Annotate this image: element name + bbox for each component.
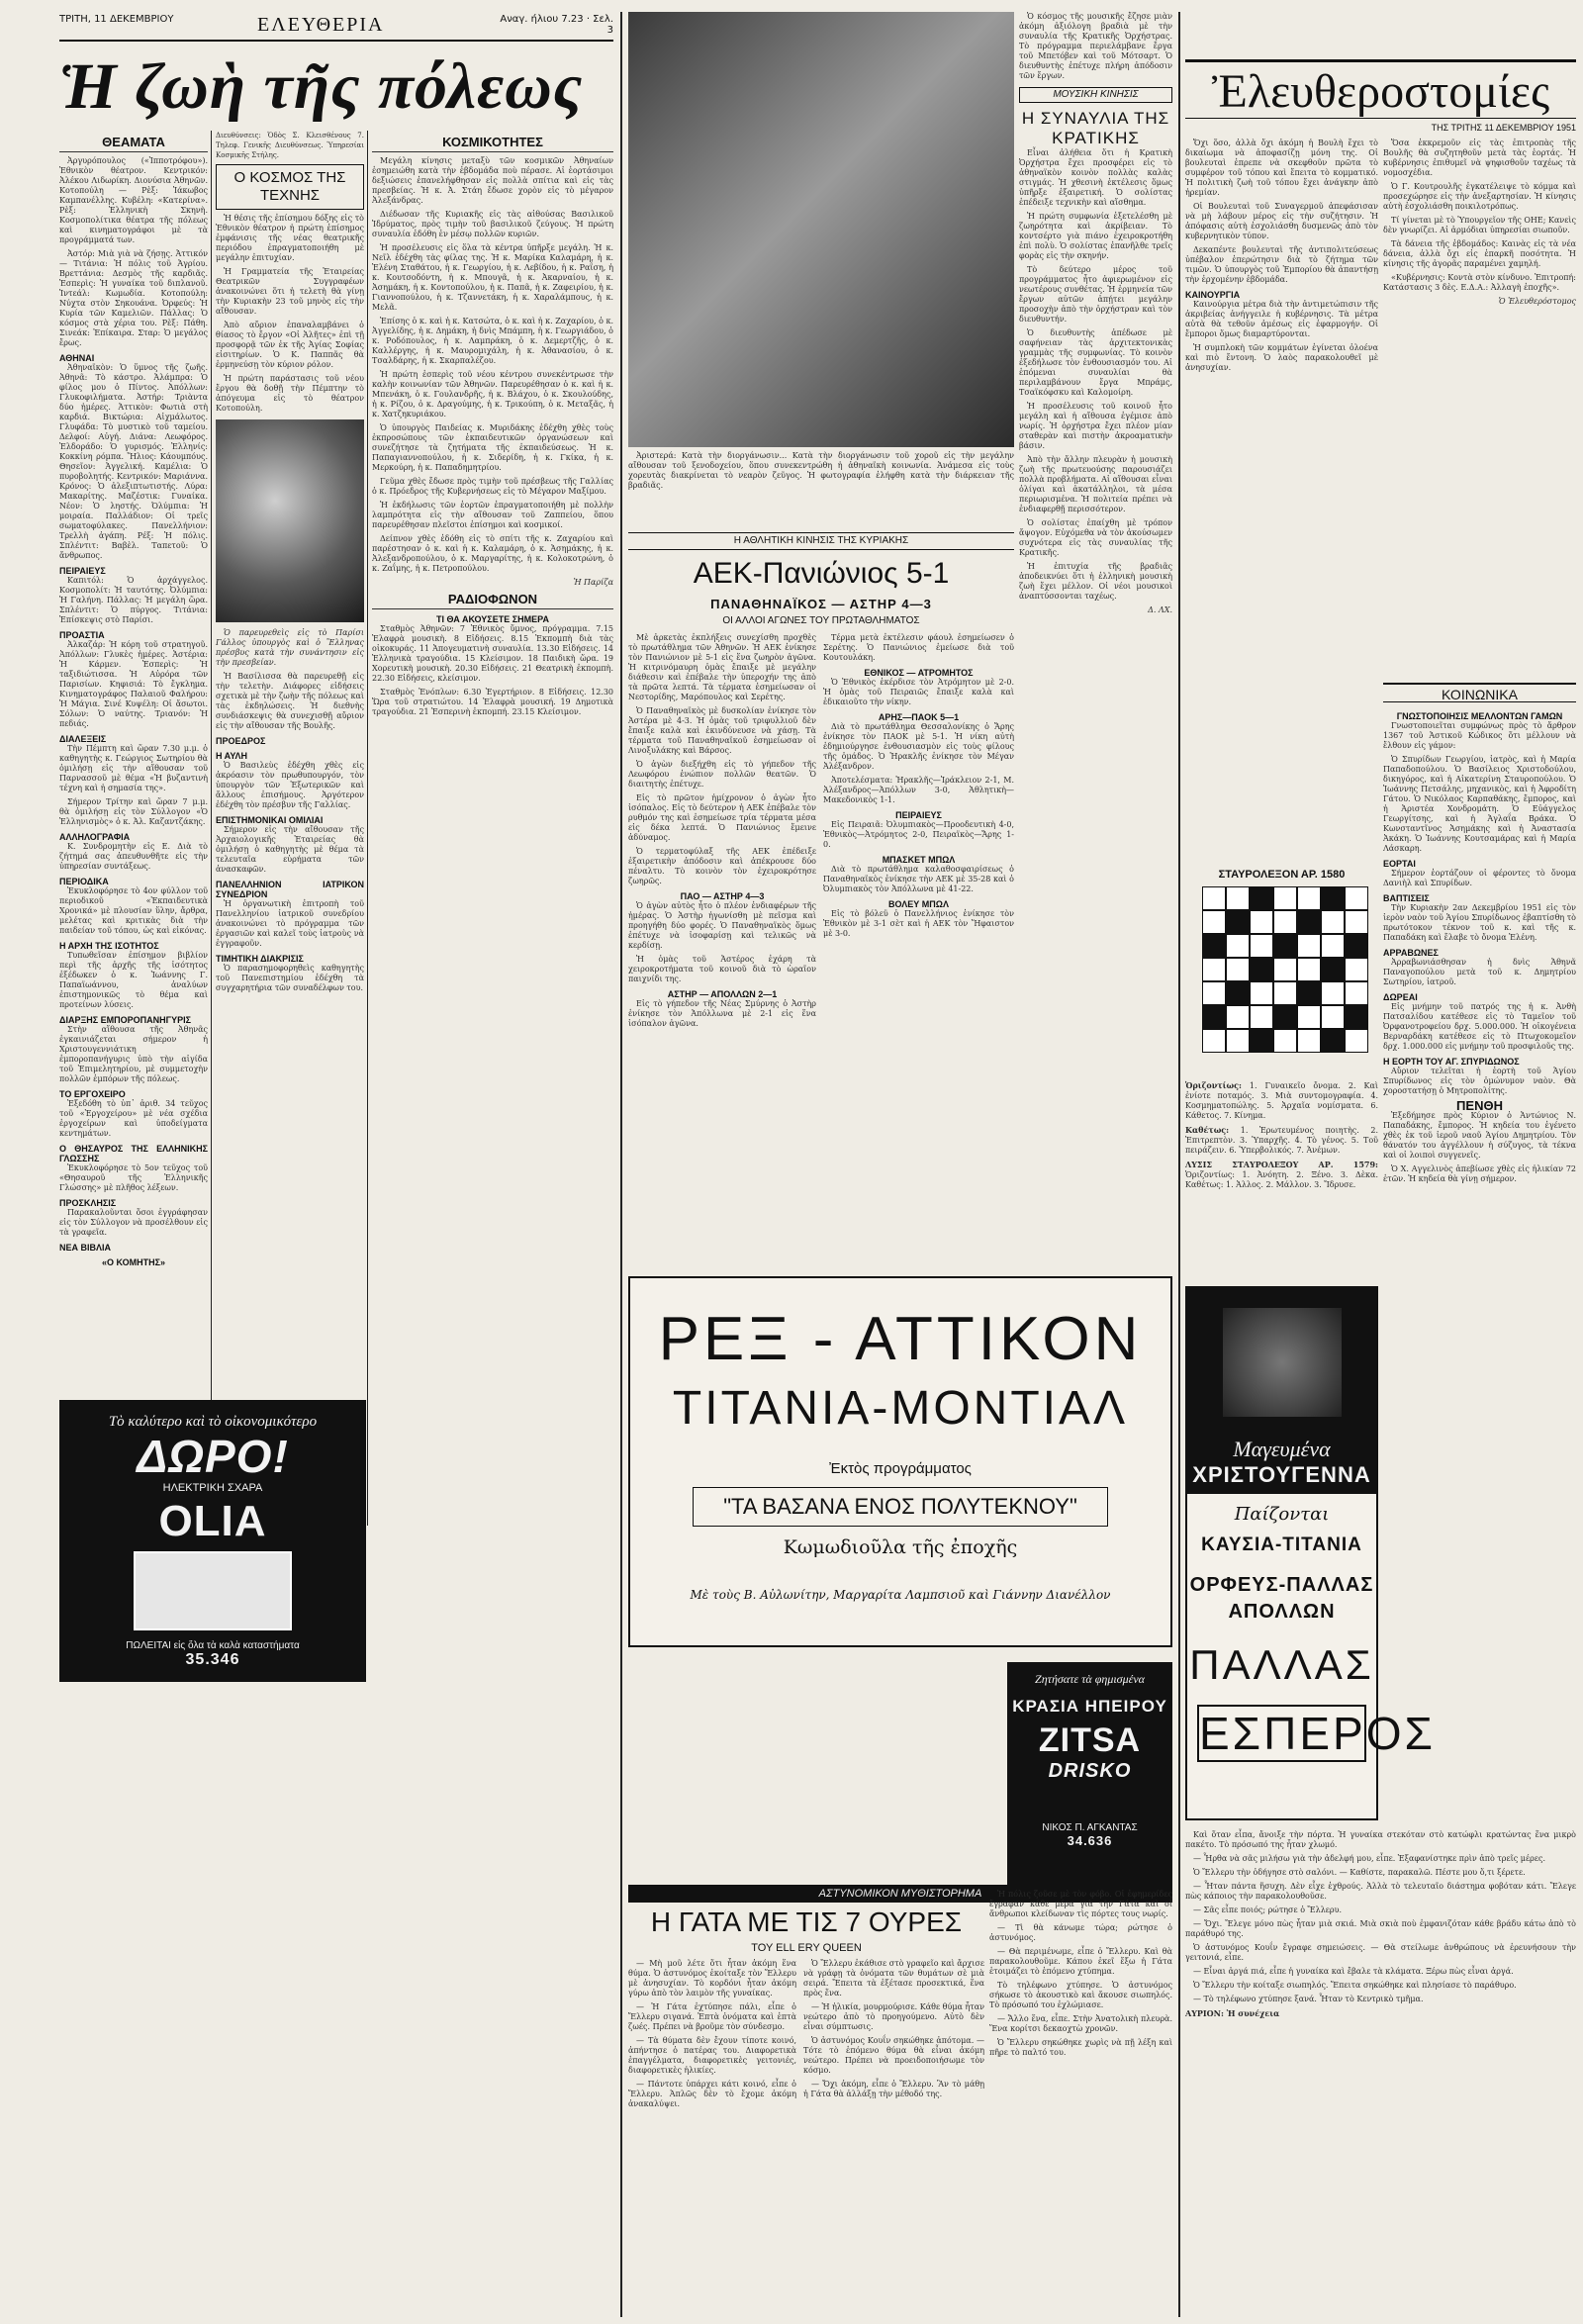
sports-title: ΑΕΚ-Πανιώνιος 5-1 <box>693 557 950 590</box>
crossword-block <box>1202 1005 1226 1029</box>
eortes-synoikias-heading: Η ΕΟΡΤΗ ΤΟΥ ΑΓ. ΣΠΥΡΙΔΩΝΟΣ <box>1383 1057 1520 1067</box>
proedros-heading: ΠΡΟΕΔΡΟΣ <box>216 736 266 746</box>
music-heading: ΜΟΥΣΙΚΗ ΚΙΝΗΣΙΣ <box>1019 87 1172 103</box>
rex-ad-title2: ΤΙΤΑΝΙΑ-ΜΟΝΤΙΑΛ <box>672 1382 1129 1435</box>
christmas-ad-cinema4: ΠΑΛΛΑΣ <box>1189 1641 1374 1688</box>
peiraieus-cinemas-heading: ΠΕΙΡΑΙΕΥΣ <box>59 566 106 576</box>
zitsa-wine-ad <box>1007 1662 1172 1885</box>
crossword-cell[interactable] <box>1321 910 1345 934</box>
peiraieus-heading: ΠΕΙΡΑΙΕΥΣ <box>895 810 942 820</box>
olia-ad-doro: ΔΩΡΟ! <box>137 1431 289 1482</box>
crossword-block <box>1297 910 1321 934</box>
crossword-cell[interactable] <box>1250 1005 1273 1029</box>
christmas-ad-cinema5: ΕΣΠΕΡΟΣ <box>1197 1705 1366 1762</box>
crossword-block <box>1273 1005 1297 1029</box>
kainourgia-heading: ΚΑΙΝΟΥΡΓΙΑ <box>1185 290 1241 300</box>
crossword-cell[interactable] <box>1321 1005 1345 1029</box>
crossword-cell[interactable] <box>1202 1029 1226 1053</box>
sports-subtitle: ΠΑΝΑΘΗΝΑΪΚΟΣ — ΑΣΤΗΡ 4—3 <box>710 597 932 611</box>
eleftherostomies-title: Ἐλευθεροστομίες <box>1185 59 1576 119</box>
olia-ad-foot: ΠΩΛΕΙΤΑΙ εἰς ὅλα τὰ καλὰ καταστήματα <box>126 1640 300 1651</box>
sports-column-1: Μὲ ἀρκετὰς ἐκπλήξεις συνεχίσθη προχθὲς τὸ πρωτάθλημα τῶν Ἀθηνῶν. Ἡ ΑΕΚ ἐνίκησε τὸν Πανιώνιον μὲ 5-1 εἰς ἕνα ζωηρὸν ἀγῶνα. Ἡ κιτρινόμαυρη ὁμὰς ἔπαιξε μὲ μεγάλην διάθεσιν καὶ ἐπέβαλε τὴν ὑπεροχήν της ἀπὸ τὰ πρῶτα λεπτά. Τὰ τέρματα ἐσημείωσαν οἱ Νεστορίδης, Μαρόπουλος καὶ Σερέτης. Ὁ Παναθηναϊκὸς μὲ δυσκολίαν ἐνίκησε τὸν Ἀστέρα μὲ 4-3. Ἡ ὁμὰς τοῦ τριφυλλιοῦ δὲν ἔπαιξε καλὰ καὶ ἐκινδύνευσε νὰ χάσῃ. Τὰ τέρματα τοῦ Παναθηναϊκοῦ ἐσημείωσαν οἱ Λινοξυλάκης καὶ Βάρσος. Ὁ ἀγὼν διεξήχθη εἰς τὸ γήπεδον τῆς Λεωφόρου ἐνώπιον πολλῶν θεατῶν. Ὁ διαιτητὴς ἐπέτυχε. Εἰς τὸ πρῶτον ἡμίχρονον ὁ ἀγὼν ἦτο ἰσόπαλος. Εἰς τὸ δεύτερον ἡ ΑΕΚ ἐπέβαλε τὸν ρυθμόν της καὶ ἐσημείωσε τρία τέρματα μέσα εἰς δέκα λεπτά. Ὁ Πανιώνιος ἔμεινε ἀδύναμος. Ὁ τερματοφύλαξ τῆς ΑΕΚ ἐπέδειξε ἐξαιρετικὴν ἀπόδοσιν καὶ ἀπέκρουσε δύο πέναλτυ. Τὸ κοινὸν τὸν ἐχειροκρότησε ζωηρῶς. ΠΑΟ — ΑΣΤΗΡ 4—3 Ὁ ἀγὼν αὐτὸς ἦτο ὁ πλέον ἐνδιαφέρων τῆς ἡμέρας. Ὁ Ἀστὴρ ἠγωνίσθη μὲ πεῖσμα καὶ προηγήθη δύο φορές. Ὁ Παναθηναϊκὸς ὅμως ἐπέτυχε νὰ ἰσοφαρίσῃ καὶ τελικῶς νὰ κερδίσῃ. Ἡ ὁμὰς τοῦ Ἀστέρος ἐχάρη τὰ χειροκροτήματα τοῦ κοινοῦ διὰ τὸ ὡραῖον παιχνίδι της. ΑΣΤΗΡ — ΑΠΟΛΛΩΝ 2—1 Εἰς τὸ γήπεδον τῆς Νέας Σμύρνης ὁ Ἀστὴρ ἐνίκησε τὸν Ἀπόλλωνα μὲ 2-1 εἰς ἕνα ἰσόπαλον ἀγῶνα. <box>628 633 816 1028</box>
crossword-block <box>1202 934 1226 958</box>
crossword-cell[interactable] <box>1273 958 1297 981</box>
crossword-block <box>1321 886 1345 910</box>
left-column-1: ΘΕΑΜΑΤΑ Ἀργυρόπουλος («Ἰπποτρόφου»). Ἐθνικὸν θέατρον. Κεντρικόν: Ἀλέκου Λιδωρίκη. Διονύσια Ἀθηνῶν. Κοτοπούλη — Ρὲξ: Ἰάκωβος Καμπανέλλης. Κυβέλη: «Κατερίνα». Ρὲξ: Ἑλληνικὴ Σκηνὴ. Κοσμοπολίτικα θέατρα τῆς πόλεως καὶ κινηματογράφοι μὲ τὰ προγράμματά των. Ἀστόρ: Μιὰ γιὰ νὰ ζήσῃς. Ἀττικόν — Τιτάνια: Ἡ πόλις τοῦ Ἀγρίου. Βρεττάνια: Δεσμὸς τῆς καρδιᾶς. Ἐσπερὶς: Ἡ γυναίκα τοῦ διπλανοῦ. Ἰντεάλ: Κωμωδία. Κοτοπούλη: Νύχτα στὸν Σηκουάνα. Ὀρφεύς: Ἡ Κυρία τῶν Καμελιῶν. Πάλλας: Ὁ κόσμος στὰ χέρια του. Ρὲξ: Πάθη. Σινεάκ: Ἐπίκαιρα. Σταρ: Ὁ μεγάλος ἔρως. ΑΘΗΝΑΙ Ἀθηναϊκὸν: Ὁ ὕμνος τῆς ζωῆς. Ἀθηνᾶ: Τὸ κάστρο. Ἀλάμπρα: Ὁ φίλος μου ὁ Πίντος. Ἀπόλλων: Γλυκοφιλήματα. Ἀστήρ: Τριὰντα δύο ἡμέρες. Ἀττικὸν: Φωτιὰ στὴ καρδιά. Βικτώρια: Αἰχμάλωτος. Γλυφάδα: Τὸ μυστικὸ τοῦ ταμείου. Δελφοί: Αὐγή. Διάνα: Λεωφόρος. Ἐλδοράδο: Ὁ γυρισμός. Ἑλληνίς: Κοκκίνη ρόμπα. Ἥλιος: Κάουμπόυς. Θησεῖον: Ἀγγελική. Καμέλια: Ὁ πυροβολητής. Κεντρικόν: Μαριάννα. Κρόνος: Ὁ ἀλεξιπτωτιστής. Λύρα: Μακαρίτης. Μαζέστικ: Γυναίκα. Νέον: Ὁ ληστής. Ὀλύμπια: Ἡ μοιραία. Παλλάδιον: Οἱ τρεῖς σωματοφύλακες. Πανελλήνιον: Τρελλὴ ἀγάπη. Ρέξ: Ἡ πόλις. Σπλέντιτ: Βαβὲλ. Ταπετοῦ: Ὁ ἄνθρωπος. ΠΕΙΡΑΙΕΥΣ Καπιτόλ: Ὁ ἀρχάγγελος. Κοσμοπολίτ: Ἡ ταυτότης. Ὀλύμπια: Ἡ Γαλήνη. Πάλλας: Ἡ μεγάλη ὥρα. Σπλέντιτ: Ὁ πύργος. Τιτάνια: Ἐπίσκεψις στὸ Παρίσι. ΠΡΟΑΣΤΙΑ Ἀλκαζάρ: Ἡ κόρη τοῦ στρατηγοῦ. Ἀπόλλων: Γλυκὲς ἡμέρες. Ἀστέρια: Ἡ Κάρμεν. Ἑσπερὶς: Ἡ ταξιδιώτισσα. Ἡ Αὐρόρα τῶν Παρισίων. Κηφισιά: Τὸ ἔγκλημα. Κινηματογράφος Παλαιοῦ Φαλήρου: Ἡ Μάγια. Σινέ Κυψέλη: Οἱ ἄσωτοι. Σόλων: Ὁ ναύτης. Τριανόν: Ἡ πεδιάς. ΔΙΑΛΕΞΕΙΣ Τὴν Πέμπτη καὶ ὥραν 7.30 μ.μ. ὁ καθηγητὴς κ. Γεώργιος Σωτηρίου θὰ ὁμιλήσῃ εἰς τὴν αἴθουσαν τοῦ Παρνασσοῦ μὲ θέμα «Ἡ βυζαντινὴ τέχνη καὶ ἡ σημασία της». Σήμερον Τρίτην καὶ ὥραν 7 μ.μ. θὰ ὁμιλήσῃ εἰς τὸν Σύλλογον «Ὁ Ἑλληνισμὸς» ὁ κ. Ἀλ. Καζαντζάκης. ΑΛΛΗΛΟΓΡΑΦΙΑ Κ. Συνδρομητὴν εἰς Ε. Διὰ τὸ ζήτημά σας ἀπευθυνθῆτε εἰς τὴν ὑπηρεσίαν συντάξεως. ΠΕΡΙΟΔΙΚΑ Ἐκυκλοφόρησε τὸ 4ον φύλλον τοῦ περιοδικοῦ «Ἐκπαιδευτικὰ Χρονικά» μὲ πλουσίαν ὕλην, ἄρθρα, μελέτας καὶ κριτικὰς διὰ τὴν παιδείαν τοῦ τόπου, ὡς καὶ εἰκόνας. Η ΑΡΧΗ ΤΗΣ ΙΣΟΤΗΤΟΣ Τυπωθεῖσαν ἐπίσημον βιβλίον περὶ τῆς ἀρχῆς τῆς ἰσότητος ἐξέδωκεν ὁ κ. Ἰωάννης Γ. Παπαϊωάννου, ἀναλύων ἐπιστημονικῶς τὸ θέμα καὶ προτείνων λύσεις. ΔΙΑΡΞΗΣ ΕΜΠΟΡΟΠΑΝΗΓΥΡΙΣ Στὴν αἴθουσα τῆς Ἀθηνᾶς ἐγκαινιάζεται σήμερον ἡ Χριστουγεννιάτικη ἐμποροπανήγυρις ὑπὸ τὴν αἰγίδα τοῦ Ἐπιμελητηρίου, μὲ συμμετοχὴν πολλῶν ἐμπόρων τῆς πόλεως. ΤΟ ΕΡΓΟΧΕΙΡΟ Ἐξεδόθη τὸ ὑπ᾽ ἀριθ. 34 τεῦχος τοῦ «Ἐργοχείρου» μὲ νέα σχέδια ἐργοχείρων καὶ ὑποδείγματα κεντημάτων. Ο ΘΗΣΑΥΡΟΣ ΤΗΣ ΕΛΛΗΝΙΚΗΣ ΓΛΩΣΣΗΣ Ἐκυκλοφόρησε τὸ 5ον τεῦχος τοῦ «Θησαυροῦ τῆς Ἑλληνικῆς Γλώσσης» μὲ πλῆθος λέξεων. ΠΡΟΣΚΛΗΣΙΣ Παρακαλοῦνται ὅσοι ἐγγράφησαν εἰς τὸν Σύλλογον νὰ προσέλθουν εἰς τὰ γραφεῖα. ΝΕΑ ΒΙΒΛΙΑ «Ο ΚΟΜΗΤΗΣ» <box>59 135 208 1267</box>
crossword-cell[interactable] <box>1297 934 1321 958</box>
christmas-film-ad-top <box>1185 1286 1378 1494</box>
crossword-cell[interactable] <box>1226 1029 1250 1053</box>
christmas-film-ad-bottom <box>1185 1494 1436 1820</box>
nea-vivlia-heading: ΝΕΑ ΒΙΒΛΙΑ <box>59 1243 112 1253</box>
crossword-cell[interactable] <box>1297 886 1321 910</box>
crossword-cell[interactable] <box>1297 1029 1321 1053</box>
kosmikotites-heading: ΚΟΣΜΙΚΟΤΗΤΕΣ <box>372 135 613 152</box>
arravones-heading: ΑΡΡΑΒΩΝΕΣ <box>1383 948 1439 958</box>
novel-continuation: Καὶ ὅταν εἶπα, ἄνοιξε τὴν πόρτα. Ἡ γυναίκα στεκόταν στὸ κατώφλι κρατώντας ἕνα μικρὸ πακέτο. Τὸ πρόσωπό της ἦταν χλωμό. — Ἦρθα νὰ σᾶς μιλήσω γιὰ τὴν ἀδελφή μου, εἶπε. Ἐξαφανίστηκε πρὶν ἀπὸ τρεῖς μέρες. Ὁ Ἔλλερυ τὴν ὁδήγησε στὸ σαλόνι. — Καθίστε, παρακαλῶ. Πέστε μου ὅ,τι ξέρετε. — Ἦταν πάντα ἥσυχη. Δὲν εἶχε ἐχθρούς. Ἀλλὰ τὸ τελευταῖο διάστημα φοβόταν κάτι. Ἔλεγε πὼς κάποιος τὴν παρακολουθοῦσε. — Σᾶς εἶπε ποιός; ρώτησε ὁ Ἔλλερυ. — Ὄχι. Ἔλεγε μόνο πὼς ἦταν μιὰ σκιά. Μιὰ σκιὰ ποὺ ἐμφανιζόταν κάθε βράδυ κάτω ἀπὸ τὸ παράθυρό της. Ὁ ἀστυνόμος Κουΐν ἔγραφε σημειώσεις. — Θὰ στείλωμε ἀνθρώπους νὰ ἐρευνήσουν τὴν γειτονιά, εἶπε. — Εἶναι ἀργά πιά, εἶπε ἡ γυναίκα καὶ ἔβαλε τὰ κλάματα. Ξέρω πὼς εἶναι ἀργά. Ὁ Ἔλλερυ τὴν κοίταξε σιωπηλός. Ἔπειτα σηκώθηκε καὶ πλησίασε τὸ παράθυρο. — Τὸ τηλέφωνο χτύπησε ξανά. Ἦταν τὸ Κεντρικὸ τμῆμα. ΑΥΡΙΟΝ: Ἡ συνέχεια <box>1185 1830 1576 2018</box>
radiofonon-heading: ΡΑΔΙΟΦΩΝΟΝ <box>372 592 613 609</box>
prosklisis-heading: ΠΡΟΣΚΛΗΣΙΣ <box>59 1198 117 1208</box>
crossword-block <box>1321 1029 1345 1053</box>
volley-heading: ΒΟΛΕΥ ΜΠΩΛ <box>888 899 949 909</box>
olia-ad-brand: OLIA <box>158 1497 267 1545</box>
eleftherostomies-date: ΤΗΣ ΤΡΙΤΗΣ 11 ΔΕΚΕΜΒΡΙΟΥ 1951 <box>1431 123 1576 133</box>
rex-ad-extra: Ἐκτὸς προγράμματος <box>829 1460 972 1477</box>
music-title: Η ΣΥΝΑΥΛΙΑ ΤΗΣ ΚΡΑΤΙΚΗΣ <box>1021 109 1170 147</box>
crossword-cell[interactable] <box>1202 981 1226 1005</box>
christmas-ad-top: Μαγευμένα <box>1233 1437 1331 1461</box>
couple-photo <box>628 12 1014 447</box>
crossword-cell[interactable] <box>1250 910 1273 934</box>
olia-ad-product: ΗΛΕΚΤΡΙΚΗ ΣΧΑΡΑ <box>162 1482 263 1494</box>
astir-apollon-heading: ΑΣΤΗΡ — ΑΠΟΛΛΩΝ 2—1 <box>667 989 778 999</box>
right-column-2: Ὅσα ἐκκρεμοῦν εἰς τὰς ἐπιτροπὰς τῆς Βουλῆς θὰ συζητηθοῦν μετὰ τὰς ἑορτάς. Ἡ κυβέρνησις ἐπιθυμεῖ νὰ ψηφισθοῦν ταχέως τὰ νομοσχέδια. Ὁ Γ. Κουτρουλῆς ἐγκατέλειψε τὸ κόμμα καὶ προσεχώρησε εἰς τὴν ἀνεξαρτησίαν. Ἡ κίνησις αὐτὴ ἐσχολιάσθη ποικιλοτρόπως. Τί γίνεται μὲ τὸ Ὑπουργεῖον τῆς ΟΗΕ; Κανεὶς δὲν γνωρίζει. Αἱ ἀρμόδιαι ὑπηρεσίαι σιωποῦν. Τὰ δάνεια τῆς ἑβδομάδος: Καινὰς εἰς τὰ νέα δάνεια, ἀλλὰ ὄχι εἰς ἐπαρκῆ ποσότητα. Ἡ κίνησις τῆς ἀγορᾶς παραμένει χαμηλή. «Κυβέρνησις: Κοντὰ στὸν κίνδυνο. Ἐπιτροπή: Κατάστασις 3 δὲς. Ε.Δ.Α.: Ἀλλαγὴ ἐποχῆς». Ὁ Ἐλευθερόστομος <box>1383 139 1576 306</box>
arxi-isotitos-heading: Η ΑΡΧΗ ΤΗΣ ΙΣΟΤΗΤΟΣ <box>59 941 159 951</box>
music-column: Ὁ κόσμος τῆς μουσικῆς ἔζησε μιὰν ἀκόμη ἀξιόλογη βραδιὰ μὲ τὴν συναυλία τῆς Κρατικῆς Ὀρχήστρας. Τὸ πρόγραμμα περιελάμβανε ἔργα τοῦ Μπετόβεν καὶ τοῦ Μότσαρτ. Ὁ διευθυντὴς ἐπέτυχε πλήρη ἀπόδοσιν τῶν ἔργων. ΜΟΥΣΙΚΗ ΚΙΝΗΣΙΣ Η ΣΥΝΑΥΛΙΑ ΤΗΣ ΚΡΑΤΙΚΗΣ Εἶναι ἀλήθεια ὅτι ἡ Κρατικὴ Ὀρχήστρα ἔχει προσφέρει εἰς τὸ ἀθηναϊκὸν κοινὸν πολλὰς καλὰς στιγμάς. Ἡ χθεσινὴ ἐκτέλεσις ὅμως ὑπῆρξε ἐξαιρετική. Ὁ σολίστας ἐπέδειξε τεχνικὴν καὶ αἴσθημα. Ἡ πρώτη συμφωνία ἐξετελέσθη μὲ ζωηρότητα καὶ ἀκρίβειαν. Τὸ κοντσέρτο γιὰ πιάνο ἐχειροκροτήθη ἐπὶ πολὺ. Ὁ σολίστας ἐπανῆλθε τρεῖς φορὰς εἰς τὴν σκηνήν. Τὸ δεύτερο μέρος τοῦ προγράμματος ἦτο ἀφιερωμένον εἰς νεωτέρους συνθέτας. Ἡ ἑρμηνεία τῶν ἔργων αὐτῶν ἀπῄτει μεγάλην προσοχὴν ἀπὸ τὴν ὀρχήστραν καὶ τὸν διευθυντήν. Ὁ διευθυντὴς ἀπέδωσε μὲ σαφήνειαν τὰς ἀρχιτεκτονικὰς γραμμὰς τῆς συμφωνίας. Τὸ κοινὸν ἐξεδήλωσε τὸν ἐνθουσιασμόν του. Αἱ ἑπόμεναι συναυλίαι θὰ περιλαμβάνουν ἔργα Μπράμς, Τσαϊκόφσκυ καὶ Καλομοίρη. Ἡ προσέλευσις τοῦ κοινοῦ ἦτο μεγάλη καὶ ἡ αἴθουσα ἐγέμισε ἀπὸ νωρίς. Ἡ ὀρχήστρα ἔχει πλέον μίαν σταθερὰν καὶ πιστὴν ἀκροαματικὴν βάσιν. Ἀπὸ τὴν ἄλλην πλευρὰν ἡ μουσικὴ ζωὴ τῆς πρωτευούσης παρουσιάζει πολλὰ προβλήματα. Αἱ αἴθουσαι εἶναι ὀλίγαι καὶ ἀκατάλληλοι, τὰ μέσα περιωρισμένα. Ἡ πολιτεία πρέπει νὰ ἐνδιαφερθῇ περισσότερον. Ὁ σολίστας ἐπαίχθη μὲ τρόπον ἄψογον. Εὐχόμεθα νὰ τὸν ἀκούσωμεν συχνότερα εἰς τὰς συναυλίας τῆς Κρατικῆς. Ἡ ἐπιτυχία τῆς βραδιᾶς ἀποδεικνύει ὅτι ἡ ἑλληνικὴ μουσικὴ ζωὴ ἔχει μέλλον. Οἱ νέοι μουσικοὶ ἀναπτύσσονται ταχέως. Δ. ΛΧ. <box>1019 12 1172 614</box>
crossword-block <box>1297 981 1321 1005</box>
zitsa-ad-brand: ZITSA <box>1038 1721 1142 1759</box>
page-column-rule <box>1178 12 1180 2317</box>
aris-heading: ΑΡΗΣ—ΠΑΟΚ 5—1 <box>878 712 960 722</box>
masthead-paper-name: ΕΛΕΥΘΕΡΙΑ <box>257 14 385 36</box>
zitsa-ad-drink: DRISKO <box>1048 1760 1132 1782</box>
sports-column-2: Τέρμα μετὰ ἐκτέλεσιν φάουλ ἐσημείωσεν ὁ Σερέτης. Ὁ Πανιώνιος ἐμείωσε διὰ τοῦ Κουτουλάκη. ΕΘΝΙΚΟΣ — ΑΤΡΟΜΗΤΟΣ Ὁ Ἐθνικὸς ἐκέρδισε τὸν Ἀτρόμητον μὲ 2-0. Ἡ ὁμὰς τοῦ Πειραιῶς ἔπαιξε καλὰ καὶ ἐδικαιοῦτο τὴν νίκην. ΑΡΗΣ—ΠΑΟΚ 5—1 Διὰ τὸ πρωτάθλημα Θεσσαλονίκης ὁ Ἄρης ἐνίκησε τὸν ΠΑΟΚ μὲ 5-1. Ἡ νίκη αὐτὴ ἐδημιούργησε ἐνθουσιασμὸν εἰς τοὺς φίλους τῆς ὁμάδος. Ὁ Ἡρακλῆς ἐνίκησε τὸν Μέγαν Ἀλέξανδρον. Ἀποτελέσματα: Ἡρακλῆς—Ἰράκλειον 2-1, Μ. Ἀλέξανδρος—Ἀπόλλων 3-0, Ἀθλητικὴ—Μακεδονικὸς 1-1. ΠΕΙΡΑΙΕΥΣ Εἰς Πειραιᾶ: Ὀλυμπιακὸς—Προοδευτικὴ 4-0, Ἐθνικὸς—Ἀτρόμητος 2-0, Πειραϊκὸς—Ἄρης 1-0. ΜΠΑΣΚΕΤ ΜΠΩΛ Διὰ τὸ πρωτάθλημα καλαθοσφαιρίσεως ὁ Παναθηναϊκὸς ἐνίκησε τὴν ΑΕΚ μὲ 35-28 καὶ ὁ Ὀλυμπιακὸς τὸν Ἀπόλλωνα μὲ 41-22. ΒΟΛΕΥ ΜΠΩΛ Εἰς τὸ βόλεϋ ὁ Πανελλήνιος ἐνίκησε τὸν Ἐθνικὸν μὲ 3-1 σὲτ καὶ ἡ ΑΕΚ τὸν Ἥφαιστον μὲ 3-0. <box>823 633 1014 938</box>
crossword-cell[interactable] <box>1226 886 1250 910</box>
proastia-heading: ΠΡΟΑΣΤΙΑ <box>59 630 105 640</box>
periodika-heading: ΠΕΡΙΟΔΙΚΑ <box>59 877 109 886</box>
novel-author: ΤΟΥ ELL ERY QUEEN <box>751 1942 862 1954</box>
masthead-price: Αναγ. ήλιου 7.23 · Σελ. 3 <box>500 14 613 36</box>
novel-title: Η ΓΑΤΑ ΜΕ ΤΙΣ 7 ΟΥΡΕΣ <box>650 1906 963 1937</box>
koinonika-heading: ΚΟΙΝΩΝΙΚΑ <box>1383 683 1576 702</box>
column-rule <box>367 131 368 1526</box>
panellinion-heading: ΠΑΝΕΛΛΗΝΙΟΝ ΙΑΤΡΙΚΟΝ ΣΥΝΕΔΡΙΟΝ <box>216 880 364 899</box>
crossword-cell[interactable] <box>1345 1029 1368 1053</box>
crossword-grid[interactable] <box>1202 886 1368 1076</box>
crossword-cell[interactable] <box>1202 910 1226 934</box>
crossword-block <box>1273 934 1297 958</box>
rex-attikon-ad <box>628 1276 1172 1647</box>
ethnikos-heading: ΕΘΝΙΚΟΣ — ΑΤΡΟΜΗΤΟΣ <box>864 668 974 678</box>
christmas-ad-play: Παίζονται <box>1234 1504 1330 1525</box>
rex-ad-genre: Κωμωδιοῦλα τῆς ἐποχῆς <box>783 1536 1018 1558</box>
ayli-heading: Η ΑΥΛΗ <box>216 751 248 761</box>
crossword-block <box>1226 910 1250 934</box>
eortai-heading: ΕΟΡΤΑΙ <box>1383 859 1416 869</box>
crossword-cell[interactable] <box>1202 958 1226 981</box>
timitiki-heading: ΤΙΜΗΤΙΚΗ ΔΙΑΚΡΙΣΙΣ <box>216 954 304 964</box>
sports-header: Η ΑΘΛΗΤΙΚΗ ΚΙΝΗΣΙΣ ΤΗΣ ΚΥΡΙΑΚΗΣ <box>628 532 1014 550</box>
column-rule <box>211 131 212 1526</box>
christmas-ad-cinema3: ΑΠΟΛΛΩΝ <box>1228 1601 1336 1623</box>
music-end <box>1019 1650 1172 1660</box>
page-column-rule <box>620 12 622 2317</box>
thisavros-heading: Ο ΘΗΣΑΥΡΟΣ ΤΗΣ ΕΛΛΗΝΙΚΗΣ ΓΛΩΣΣΗΣ <box>59 1144 208 1163</box>
theamata-heading: ΘΕΑΜΑΤΑ <box>59 135 208 152</box>
crossword-block <box>1250 886 1273 910</box>
ergoxeiro-heading: ΤΟ ΕΡΓΟΧΕΙΡΟ <box>59 1089 126 1099</box>
masthead <box>59 12 613 42</box>
rex-ad-film: "ΤΑ ΒΑΣΑΝΑ ΕΝΟΣ ΠΟΛΥΤΕΚΝΟΥ" <box>693 1487 1108 1527</box>
crossword-cell[interactable] <box>1345 886 1368 910</box>
crossword-cell[interactable] <box>1202 886 1226 910</box>
crossword-title: ΣΤΑΥΡΟΛΕΞΟΝ ΑΡ. 1580 <box>1218 869 1346 881</box>
epistimonikai-heading: ΕΠΙΣΤΗΜΟΝΙΚΑΙ ΟΜΙΛΙΑΙ <box>216 815 324 825</box>
crossword-cell[interactable] <box>1250 934 1273 958</box>
zitsa-ad-top: Ζητήσατε τὰ φημισμένα <box>1035 1672 1145 1686</box>
crossword-cell[interactable] <box>1226 958 1250 981</box>
novel-column-3: Ἡ πόλις ζοῦσε μὲ τὸν φόβο. Οἱ ἐφημερίδες ἔγραφαν κάθε μέρα γιὰ τὴν Γάτα καὶ οἱ ἄνθρωποι κλείδωναν τὶς πόρτες τους νωρίς. — Τὶ θὰ κάνωμε τώρα; ρώτησε ὁ ἀστυνόμος. — Θὰ περιμένωμε, εἶπε ὁ Ἔλλερυ. Καὶ θὰ παρακολουθοῦμε. Κάπου ἐκεῖ ἔξω ἡ Γάτα ἑτοιμάζει τὸ ἑπόμενο χτύπημα. Τὸ τηλέφωνο χτύπησε. Ὁ ἀστυνόμος σήκωσε τὸ ἀκουστικὸ καὶ ἄκουσε σιωπηλός. Τὸ πρόσωπό του ἐχλώμιασε. — Ἄλλο ἕνα, εἶπε. Στὴν Ἀνατολικὴ πλευρὰ. Ἕνα κορίτσι δεκαοχτὼ χρονῶν. Ὁ Ἔλλερυ σηκώθηκε χωρὶς νὰ πῇ λέξη καὶ πῆρε τὸ παλτό του. <box>989 1890 1172 2057</box>
crossword-cell[interactable] <box>1273 981 1297 1005</box>
olia-grill-ad <box>59 1400 366 1682</box>
crossword-cell[interactable] <box>1226 1005 1250 1029</box>
photo-caption-lead: Ἀριστερά: Κατὰ τὴν διοργάνωσιν... <box>636 451 788 460</box>
crossword-cell[interactable] <box>1273 910 1297 934</box>
olia-ad-line1: Τὸ καλύτερο καὶ τὸ οἰκονομικότερο <box>108 1414 318 1430</box>
crossword-cell[interactable] <box>1297 958 1321 981</box>
photo-caption: Ἀριστερά: Κατὰ τὴν διοργάνωσιν... Κατὰ τὴν διοργάνωσιν τοῦ χοροῦ εἰς τὴν μεγάλην αἴθουσαν τοῦ ξενοδοχείου, ὅπου συνεκεντρώθη ἡ ἀθηναϊκὴ κοινωνία. Ἀνάμεσα εἰς τοὺς χορευτὰς διακρίνεται τὸ νεαρὸν ζεῦγος. Ἡ φωτογραφία ἐλήφθη κατὰ τὴν διάρκειαν τῆς βραδιᾶς. <box>628 451 1015 490</box>
christmas-ad-title: ΧΡΙΣΤΟΥΓΕΝΝΑ <box>1192 1462 1371 1487</box>
crossword-cell[interactable] <box>1345 981 1368 1005</box>
crossword-cell[interactable] <box>1321 981 1345 1005</box>
komitis-title: «Ο ΚΟΜΗΤΗΣ» <box>102 1257 165 1267</box>
city-life-banner: Ἡ ζωὴ τῆς πόλεως <box>59 50 584 123</box>
crossword-cell[interactable] <box>1226 934 1250 958</box>
novel-column-1: — Μὴ μοῦ λέτε ὅτι ἦταν ἀκόμη ἕνα θύμα. Ὁ ἀστυνόμος ἐκοίταξε τὸν Ἔλλερυ μὲ ἀνησυχίαν. Τὸ κορδόνι ἦταν ἀκόμη γύρω ἀπὸ τὸν λαιμὸν τῆς γυναίκας. — Ἡ Γάτα ἐχτύπησε πάλι, εἶπε ὁ Ἔλλερυ σιγανά. Ἑπτὰ ὀνόματα καὶ ἑπτὰ ζωές. Πρέπει νὰ βροῦμε τὸν σύνδεσμο. — Τὰ θύματα δὲν ἔχουν τίποτε κοινό, ἀπήντησε ὁ πατέρας του. Διαφορετικὰ ἐπαγγέλματα, διαφορετικὲς γειτονιές, διαφορετικὲς ἡλικίες. — Πάντοτε ὑπάρχει κάτι κοινό, εἶπε ὁ Ἔλλερυ. Ἁπλῶς δὲν τὸ ἔχομε ἀκόμη ἀνακαλύψει. <box>628 1959 796 2108</box>
proboles-heading: ΑΘΗΝΑΙ <box>59 353 95 363</box>
two-men-photo <box>216 419 364 622</box>
crossword-block <box>1250 1029 1273 1053</box>
christmas-ad-picture <box>1223 1308 1342 1417</box>
ti-tha-akousete-heading: ΤΙ ΘΑ ΑΚΟΥΣΕΤΕ ΣΗΜΕΡΑ <box>436 614 549 624</box>
music-signature: Δ. ΛΧ. <box>1148 605 1172 614</box>
crossword-cell[interactable] <box>1345 958 1368 981</box>
dorea-heading: ΔΩΡΕΑΙ <box>1383 992 1418 1002</box>
crossword-cell[interactable] <box>1250 981 1273 1005</box>
penthi-heading: ΠΕΝΘΗ <box>1456 1098 1503 1113</box>
crossword-block <box>1226 981 1250 1005</box>
kosmos-texnis-heading: Ο ΚΟΣΜΟΣ ΤΗΣ ΤΕΧΝΗΣ <box>216 164 364 210</box>
left-column-3: ΚΟΣΜΙΚΟΤΗΤΕΣ Μεγάλη κίνησις μεταξὺ τῶν κοσμικῶν Ἀθηναίων ἐσημειώθη κατὰ τὴν ἑβδομάδα ποὺ πέρασε. Αἱ ἑορτάσιμοι δεξιώσεις ἐπανελήφθησαν εἰς πολλὰ σπίτια καὶ εἰς τὰς πρεσβείας. Ἡ κ. Ἀ. Στάη ἔδωσε χορὸν εἰς τὸ μέγαρον Ἀλεξάνδρας. Διέδωσαν τῆς Κυριακῆς εἰς τὰς αἰθούσας Βασιλικοῦ Ἱδρύματος, πρὸς τιμὴν τοῦ βασιλικοῦ ζεύγους. Ἡ πρώτη συναυλία ἐδόθη ἐν μέσῳ πολλῶν κυριῶν. Ἡ προσέλευσις εἰς ὅλα τὰ κέντρα ὑπῆρξε μεγάλη. Ἡ κ. Νεῖλ ἐδέχθη τὰς φίλας της. Ἡ κ. Μαρίκα Καλαμάρη, ἡ κ. Ἐλένη Σταθάτου, ἡ κ. Γεωργίου, ἡ κ. Λεβίδου, ἡ κ. Ραΐση, ἡ κ. Κουτσοδόντη, ἡ κ. Μπουγᾶ, ἡ κ. Ἀκαρναίου, ἡ κ. Ἀσημάκη, ἡ κ. Κοντοπούλου, ἡ κ. Παπᾶ, ἡ κ. Ζαφειρίου, ἡ κ. Γιαννοπούλου, ἡ κ. Τζαννετάκη, ἡ κ. Χαραλάμπους, ἡ κ. Μελᾶ. Ἐπίσης ὁ κ. καὶ ἡ κ. Κατσώτα, ὁ κ. καὶ ἡ κ. Ζαχαρίου, ὁ κ. Ἀγγελίδης, ἡ κ. Δημάκη, ἡ δνὶς Μπάμπη, ἡ κ. Γεωργιάδου, ὁ κ. Ροδόπουλος, ἡ κ. Λαμπράκη, ὁ κ. Δεμερτζῆς, ὁ κ. Καλλέργης, ἡ κ. Μαυρομιχάλη, ἡ κ. Ἀθανασίου, ὁ κ. Τσαλδάρης, ἡ κ. Σκαρπαλέζου. Ἡ πρώτη ἐσπερὶς τοῦ νέου κέντρου συνεκέντρωσε τὴν καλὴν κοινωνίαν τῶν Ἀθηνῶν. Παρευρέθησαν ὁ κ. καὶ ἡ κ. Μπενάκη, ὁ κ. Γουλανδρῆς, ἡ κ. Βλάχου, ὁ κ. Σκουλούδης, ἡ κ. Ρίζου, ὁ κ. Δραγούμης, ἡ κ. Τρικούπη, ὁ κ. Μεταξᾶς, ἡ κ. Χατζηκυριάκου. Ὁ ὑπουργὸς Παιδείας κ. Μυριδάκης ἐδέχθη χθὲς τοὺς ἐκπροσώπους τῶν ἐκπαιδευτικῶν ὀργανώσεων καὶ συνεζήτησε τὰ ζητήματα τῆς ἐκπαιδεύσεως. Ἡ κ. Παπαγιαννοπούλου, ἡ κ. Σιδερίδη, ἡ κ. Γκίκα, ἡ κ. Μερκούρη, ἡ κ. Παπαδημητρίου. Γεῦμα χθὲς ἔδωσε πρὸς τιμὴν τοῦ πρέσβεως τῆς Γαλλίας ὁ κ. Πρόεδρος τῆς Κυβερνήσεως εἰς τὸ Μέγαρον Μαξίμου. Ἡ ἐκδήλωσις τῶν ἑορτῶν ἐπραγματοποιήθη μὲ πολλὴν λαμπρότητα εἰς τὴν αἴθουσαν τοῦ Ζαππείου, ὅπου παρευρέθησαν πλεῖστοι ἐπίσημοι καὶ κοσμικοί. Δείπνον χθὲς ἐδόθη εἰς τὸ σπίτι τῆς κ. Ζαχαρίου καὶ παρέστησαν ὁ κ. καὶ ἡ κ. Καλαμάρη, ὁ κ. Ἀσημάκης, ἡ κ. Ἀλεξανδροπούλου, ὁ κ. Μαργαρίτης, ἡ κ. Κολοκοτρώνη, ὁ κ. Ζαΐμης, ἡ κ. Πετροπούλου. Ἡ Παρίζα ΡΑΔΙΟΦΩΝΟΝ ΤΙ ΘΑ ΑΚΟΥΣΕΤΕ ΣΗΜΕΡΑ Σταθμὸς Ἀθηνῶν: 7 Ἐθνικὸς ὕμνος, πρόγραμμα. 7.15 Ἐλαφρὰ μουσικὴ. 8 Εἰδήσεις. 8.15 Ἐκπομπὴ διὰ τὰς οἰκοκυράς. 11 Ἀπογευματινὴ συναυλία. 13.30 Εἰδήσεις. 14 Ἑλληνικὰ τραγούδια. 15 Κλείσιμον. 18 Παιδικὴ ὥρα. 19 Χορευτικὴ μουσικὴ. 20.30 Εἰδήσεις. 21 Θεατρικὴ ἐκπομπὴ. 22.30 Εἰδήσεις, κλείσιμον. Σταθμὸς Ἐνόπλων: 6.30 Ἐγερτήριον. 8 Εἰδήσεις. 12.30 Ὥρα τοῦ στρατιώτου. 14 Ἐλαφρὰ μουσική. 19 Δημοτικὰ τραγούδια. 21 Ἑσπερινὴ ἐκπομπή. 23.15 Κλείσιμον. <box>372 135 613 716</box>
olia-ad-phone: 35.346 <box>185 1651 240 1668</box>
crossword-cell[interactable] <box>1345 910 1368 934</box>
crossword-cell[interactable] <box>1297 1005 1321 1029</box>
crossword-cell[interactable] <box>1321 934 1345 958</box>
allilografia-heading: ΑΛΛΗΛΟΓΡΑΦΙΑ <box>59 832 131 842</box>
right-column-1: Ὄχι ὅσο, ἀλλὰ ὄχι ἀκόμη ἡ Βουλὴ ἔχει τὸ δικαίωμα νὰ ἀποφασίζῃ μόνη της. Οἱ βουλευταὶ ἐπρεπε νὰ σκεφθοῦν πρῶτα τὸ συμφέρον τοῦ τόπου καὶ ἔπειτα τὸ κομματικό. Ἡ πολιτικὴ ζωὴ τοῦ τόπου ἔχει ἀνάγκην ἀπὸ ἠρεμίαν. Οἱ Βουλευταὶ τοῦ Συναγερμοῦ ἀπεφάσισαν νὰ μὴ λάβουν μέρος εἰς τὴν συζήτησιν. Ἡ ἀπόφασις αὐτὴ ἐσχολιάσθη δυσμενῶς ἀπὸ τὸν κυβερνητικὸν τύπον. Δεκαπέντε βουλευταὶ τῆς ἀντιπολιτεύσεως ὑπέβαλον ἐπερώτησιν διὰ τὸ ζήτημα τῶν τιμῶν. Ὁ ὑπουργὸς τοῦ Ἐμπορίου θὰ ἀπαντήσῃ τὴν ἐρχομένην ἑβδομάδα. ΚΑΙΝΟΥΡΓΙΑ Καινούργια μέτρα διὰ τὴν ἀντιμετώπισιν τῆς ἀκριβείας ἀνήγγειλε ἡ κυβέρνησις. Τὰ μέτρα αὐτὰ θὰ τεθοῦν ἀμέσως εἰς ἐφαρμογήν. Οἱ ἔμποροι ὅμως διαμαρτύρονται. Ἡ συμπλοκὴ τῶν κομμάτων ἐγίνεται ὁλοένα καὶ πιὸ ἔντονη. Ὁ λαὸς παρακολουθεῖ μὲ ἀνησυχίαν. <box>1185 139 1378 372</box>
christmas-ad-cinema1: ΚΑΥΣΙΑ-ΤΙΤΑΝΙΑ <box>1201 1534 1362 1555</box>
rex-ad-title1: ΡΕΞ - ΑΤΤΙΚΟΝ <box>658 1305 1143 1373</box>
zitsa-ad-foot: ΝΙΚΟΣ Π. ΑΓΚΑΝΤΑΣ <box>1042 1822 1138 1833</box>
novel-column-2: Ὁ Ἔλλερυ ἐκάθισε στὸ γραφεῖο καὶ ἄρχισε νὰ γράφῃ τὰ ὀνόματα τῶν θυμάτων σὲ μιὰ σειρά. Ἔπειτα τὰ ἐξέτασε προσεκτικά, ἕνα πρὸς ἕνα. — Ἡ ἡλικία, μουρμούρισε. Κάθε θύμα ἦταν νεώτερο ἀπὸ τὸ προηγούμενο. Αὐτὸ δὲν εἶναι σύμπτωσις. Ὁ ἀστυνόμος Κουΐν σηκώθηκε ἀπότομα. — Τότε τὸ ἑπόμενο θύμα θὰ εἶναι ἀκόμη νεώτερο. Πρέπει νὰ προειδοποιήσωμε τὸν κόσμο. — Ὄχι ἀκόμη, εἶπε ὁ Ἔλλερυ. Ἂν τὸ μάθῃ ἡ Γάτα θὰ ἀλλάξῃ τὴν μέθοδό της. <box>803 1959 984 2098</box>
crossword-clues: Ὁριζοντίως: 1. Γυναικεῖο ὄνομα. 2. Καὶ ἐνίοτε ποταμός. 3. Μιὰ συντομογραφία. 4. Κοσμηματοπώλης. 5. Ἀρχαῖα νομίσματα. 6. Κάθετος. 7. Κίνημα. Καθέτως: 1. Ἐρωτευμένος ποιητὴς. 2. Ἐπιτρεπτὸν. 3. Ὑπαρχῆς. 4. Τὸ γένος. 5. Τοῦ πειράζειν. 6. Ὑπερβολικός. 7. Ἀνέμων. ΛΥΣΙΣ ΣΤΑΥΡΟΛΕΞΟΥ ΑΡ. 1579: Ὁριζοντίως: 1. Ἀνόητη. 2. Ξένο. 3. Δὲκα. Καθέτως: 1. Ἀλλος. 2. Μάλλον. 3. Ἴδρυσε. <box>1185 1080 1378 1189</box>
gnostop-heading: ΓΝΩΣΤΟΠΟΙΗΣΙΣ ΜΕΛΛΟΝΤΩΝ ΓΑΜΩΝ <box>1396 711 1563 721</box>
olia-grill-picture <box>134 1551 292 1630</box>
zitsa-ad-phone: 34.636 <box>1067 1833 1113 1848</box>
crossword-block <box>1321 958 1345 981</box>
sports-subtitle-2: ΟΙ ΑΛΛΟΙ ΑΓΩΝΕΣ ΤΟΥ ΠΡΩΤΑΘΛΗΜΑΤΟΣ <box>722 615 920 626</box>
christmas-ad-cinema2: ΟΡΦΕΥΣ-ΠΑΛΛΑΣ <box>1189 1574 1374 1596</box>
koinonika-column: ΓΝΩΣΤΟΠΟΙΗΣΙΣ ΜΕΛΛΟΝΤΩΝ ΓΑΜΩΝ Γνωστοποιεῖται συμφώνως πρὸς τὸ ἄρθρον 1367 τοῦ Ἀστικοῦ Κώδικος ὅτι μέλλουν νὰ ἔλθουν εἰς γάμον: Ὁ Σπυρίδων Γεωργίου, ἰατρὸς, καὶ ἡ Μαρία Παπαδοπούλου. Ὁ Βασίλειος Χριστοδούλου, δικηγόρος, καὶ ἡ Αἰκατερίνη Σταυροπούλου. Ὁ Ἰωάννης Πετσάλης, μηχανικὸς, καὶ ἡ Ἀφροδίτη Γάτου. Ὁ Νικόλαος Καρπαθάκης, ἔμπορος, καὶ ἡ Ἀριστέα Χονδρομάτη. Ὁ Εὐάγγελος Γεωργίτσης, καὶ ἡ Ἀγλαΐα Βράκα. Ὁ Κωνσταντῖνος Ἀσημάκης καὶ ἡ Ἀναστασία Ἀκάκη. Ὁ Ἰωάννης Κουτσαμάρας καὶ ἡ Μαρία Λάσκαρη. ΕΟΡΤΑΙ Σήμερον ἑορτάζουν οἱ φέροντες τὸ ὄνομα Δανιὴλ καὶ Σπυρίδων. ΒΑΠΤΙΣΕΙΣ Τὴν Κυριακὴν 2αν Δεκεμβρίου 1951 εἰς τὸν ἱερὸν ναὸν τοῦ Ἁγίου Σπυρίδωνος ἐβαπτίσθη τὸ πρωτότοκον τέκνον τοῦ κ. καὶ τῆς κ. Παπαδάκη καὶ ἔλαβε τὸ ὄνομα Ἐλένη. ΑΡΡΑΒΩΝΕΣ Ἀρραβωνιάσθησαν ἡ δνὶς Ἀθηνᾶ Παναγοπούλου μετὰ τοῦ κ. Δημητρίου Σωτηρίου, ἰατροῦ. ΔΩΡΕΑΙ Εἰς μνήμην τοῦ πατρός της ἡ κ. Ἀνθὴ Πατσαλίδου κατέθεσε εἰς τὸ Ταμεῖον τοῦ Ὀρφανοτροφείου δρχ. 5.000.000. Ἡ οἰκογένεια Βερναρδάκη κατέθεσε εἰς τὸ Πτωχοκομεῖον δρχ. 1.000.000 εἰς μνήμην τοῦ προσφιλοῦς της. Η ΕΟΡΤΗ ΤΟΥ ΑΓ. ΣΠΥΡΙΔΩΝΟΣ Αὔριον τελεῖται ἡ ἑορτὴ τοῦ Ἁγίου Σπυρίδωνος εἰς τὸν ὁμώνυμον ναὸν. Θὰ χοροστατήσῃ ὁ Μητροπολίτης. ΠΕΝΘΗ Ἐξεδήμησε πρὸς Κύριον ὁ Ἀντώνιος Ν. Παπαδάκης, ἔμπορος. Ἡ κηδεία του ἐγένετο χθὲς ἐκ τοῦ ἱεροῦ ναοῦ Ἁγίου Δημητρίου. Τὸν θάνατόν του ἀγγέλλουν ἡ σύζυγος, τὰ τέκνα καὶ οἱ λοιποὶ συγγενεῖς. Ὁ Χ. Αγγελινὸς ἀπεβίωσε χθὲς εἰς ἡλικίαν 72 ἐτῶν. Ἡ κηδεία θὰ γίνῃ σήμερον. <box>1383 711 1576 1183</box>
basket-heading: ΜΠΑΣΚΕΤ ΜΠΩΛ <box>882 855 956 865</box>
pao-heading: ΠΑΟ — ΑΣΤΗΡ 4—3 <box>680 891 765 901</box>
novel-tomorrow: ΑΥΡΙΟΝ: Ἡ συνέχεια <box>1185 2008 1280 2018</box>
crossword-block <box>1345 934 1368 958</box>
zitsa-ad-mid: ΚΡΑΣΙΑ ΗΠΕΙΡΟΥ <box>1012 1697 1167 1716</box>
crossword-block <box>1250 958 1273 981</box>
novel-heading: ΑΣΤΥΝΟΜΙΚΟΝ ΜΥΘΙΣΤΟΡΗΜΑ <box>628 1885 1172 1903</box>
rex-ad-cast: Μὲ τοὺς Β. Αὐλωνίτην, Μαργαρίτα Λαμπσιοῦ καὶ Γιάννην Διανέλλον <box>690 1588 1111 1602</box>
diarxes-heading: ΔΙΑΡΞΗΣ ΕΜΠΟΡΟΠΑΝΗΓΥΡΙΣ <box>59 1015 191 1025</box>
crossword-cell[interactable] <box>1273 886 1297 910</box>
masthead-date: ΤΡΙΤΗ, 11 ΔΕΚΕΜΒΡΙΟΥ <box>59 14 174 25</box>
vaptiseis-heading: ΒΑΠΤΙΣΕΙΣ <box>1383 893 1430 903</box>
dialexeis-heading: ΔΙΑΛΕΞΕΙΣ <box>59 734 107 744</box>
left-column-2: Διευθύνσεις: Ὁδὸς Σ. Κλεισθένους 7. Τηλεφ. Γενικῆς Διευθύνσεως. Ὑπηρεσίαι Κοσμικῆς Στήλης. Ο ΚΟΣΜΟΣ ΤΗΣ ΤΕΧΝΗΣ Ἡ θέσις τῆς ἐπίσημου δόξης εἰς τὸ Ἐθνικὸν θέατρον ἡ πρώτη ἐπίσημος ἐμφάνισις τῆς νέας θεατρικῆς περιόδου ἐπραγματοποιήθη μὲ μεγάλην ἐπιτυχίαν. Ἡ Γραμματεία τῆς Ἑταιρείας Θεατρικῶν Συγγραφέων ἀνακοινώνει ὅτι ἡ τελετὴ θὰ γίνῃ τὴν Κυριακὴν 23 τοῦ μηνὸς εἰς τὴν αἴθουσαν. Ἀπὸ αὔριον ἐπαναλαμβάνει ὁ θίασος τὸ ἔργον «Οἱ Ἀλῆτες» ἐπὶ τῇ προσφορᾷ τῶν ἐκ τῆς Ἀγίας Σοφίας εἰσιτηρίων. Ὁ Κ. Παππᾶς θὰ ἑρμηνεύσῃ τὸν κύριον ρόλον. Ἡ πρώτη παράστασις τοῦ νέου ἔργου θὰ δοθῇ τὴν Πέμπτην τὸ ἀπόγευμα εἰς τὸ θέατρον Κοτοπούλη. Ὁ παρευρεθεὶς εἰς τὸ Παρίσι Γάλλος ὑπουργὸς καὶ ὁ Ἕλληνας πρέσβυς κατὰ τὴν συνάντησιν εἰς τὴν πρεσβείαν. Ἡ Βασίλισσα θὰ παρευρεθῇ εἰς τὴν τελετὴν. Διάφορες εἰδήσεις σχετικὰ μὲ τὴν ζωὴν τῆς πόλεως καὶ τὰς ἐκδηλώσεις. Ἡ διεθνὴς συνδιάσκεψις θὰ συνεχισθῇ αὔριον εἰς τὴν αἴθουσαν τῆς Βουλῆς. ΠΡΟΕΔΡΟΣ Η ΑΥΛΗ Ὁ Βασιλεὺς ἐδέχθη χθὲς εἰς ἀκρόασιν τὸν πρωθυπουργόν, τὸν ὑπουργὸν τῶν Ἐξωτερικῶν καὶ ἄλλους ἐπισήμους. Ἀργότερον ἐδέχθη τὸν πρέσβυν τῆς Γαλλίας. ΕΠΙΣΤΗΜΟΝΙΚΑΙ ΟΜΙΛΙΑΙ Σήμερον εἰς τὴν αἴθουσαν τῆς Ἀρχαιολογικῆς Ἑταιρείας θὰ ὁμιλήσῃ ὁ καθηγητὴς μὲ θέμα τὰ τελευταῖα εὑρήματα τῶν ἀνασκαφῶν. ΠΑΝΕΛΛΗΝΙΟΝ ΙΑΤΡΙΚΟΝ ΣΥΝΕΔΡΙΟΝ Ἡ ὀργανωτικὴ ἐπιτροπὴ τοῦ Πανελληνίου ἰατρικοῦ συνεδρίου ἀνακοινώνει τὸ πρόγραμμα τῶν ἐργασιῶν καὶ καλεῖ τοὺς ἰατροὺς νὰ ἐγγραφοῦν. ΤΙΜΗΤΙΚΗ ΔΙΑΚΡΙΣΙΣ Ὁ παρασημοφορηθεὶς καθηγητὴς τοῦ Πανεπιστημίου ἐδέχθη τὰ συγχαρητήρια τῶν συναδέλφων του. <box>216 132 364 992</box>
crossword-cell[interactable] <box>1273 1029 1297 1053</box>
crossword-block <box>1345 1005 1368 1029</box>
